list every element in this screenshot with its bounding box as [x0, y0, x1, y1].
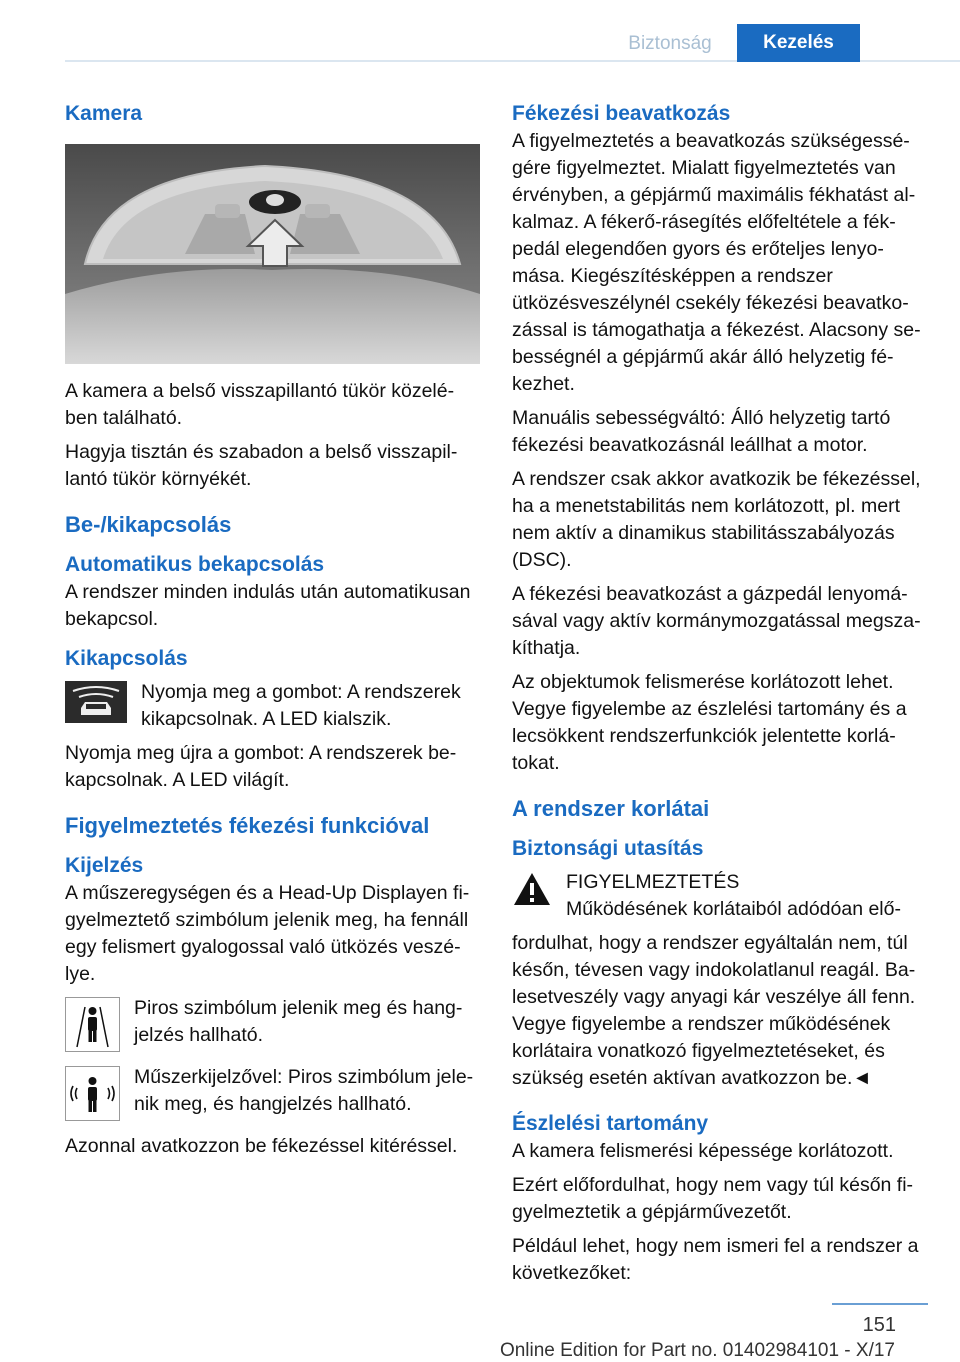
- range-paragraph-2: Ezért előfordulhat, hogy nem vagy túl későn fi-gyelmeztetik a gépjárművezetőt.: [512, 1174, 914, 1223]
- brake-paragraph-5: Az objektumok felismerése korlátozott lehet. Vegye figyelembe az észlelési tartomány és a lecsökkent rendszerfunkciók jelentette korlá-tokat.: [512, 671, 907, 774]
- display-paragraph: A műszeregységen és a Head-Up Displayen fi-gyelmeztető szimbólum jelenik meg, ha fennáll egy felismert gyalogossal való ütközés veszé-lye.: [65, 882, 470, 985]
- subsection-title-display: Kijelzés: [65, 854, 144, 877]
- warning-triangle-icon: [512, 871, 552, 912]
- section-title-camera: Kamera: [65, 102, 143, 125]
- pedestrian-sound-icon: [65, 1066, 120, 1126]
- brake-paragraph-2: Manuális sebességváltó: Álló helyzetig tartó fékezési beavatkozásnál leállhat a motor.: [512, 407, 891, 456]
- camera-location-image: [65, 144, 480, 364]
- warning-text: fordulhat, hogy a rendszer egyáltalán nem, túl későn, tévesen vagy indokolatlanul reagál. Ba-lesetveszély vagy anyagi kár veszélye áll fenn. Vegye figyelembe a rendszer működésének korlátaira vonatkozó figyelmeztetéseket, és szükség esetén aktívan avatkozzon be.◄: [512, 932, 916, 1089]
- brake-paragraph-3: A rendszer csak akkor avatkozik be fékezéssel, ha a menetstabilitás nem korlátozott, pl. mert nem aktív a dinamikus stabilitásszabályozás (DSC).: [512, 468, 921, 571]
- brake-paragraph-1: A figyelmeztetés a beavatkozás szükségessé-gére figyelmeztet. Mialatt figyelmeztetés van érvényben, a gépjármű maximális fékhatást al-kalmaz. A fékerő-rásegítés előfeltétele a fék-pedál elegendően gyors és erőteljes lenyo-mása. Kiegészítésképpen a rendszer ütközésveszélynél csekély fékezési beavatko-zással is támogathatja a fékezést. Alacsony se-bességnél a gépjármű akár álló helyzetig fé-kezhet.: [512, 130, 921, 395]
- icon2-text: Műszerkijelzővel: Piros szimbólum jele-nik meg, és hangjelzés hallható.: [134, 1066, 474, 1115]
- page-number: 151: [862, 1314, 896, 1336]
- left-column: [65, 100, 480, 1167]
- tab-biztonsag[interactable]: Biztonság: [628, 33, 712, 54]
- footer-divider: [832, 1303, 928, 1305]
- range-paragraph-1: A kamera felismerési képessége korlátozott.: [512, 1140, 894, 1162]
- edition-footer: Online Edition for Part no. 01402984101 - X/17: [499, 1340, 895, 1361]
- subsection-title-auto: Automatikus bekapcsolás: [65, 553, 325, 576]
- warning-row: [512, 869, 928, 923]
- off-paragraph: Nyomja meg újra a gombot: A rendszerek be-kapcsolnak. A LED világít.: [65, 742, 457, 791]
- subsection-title-safety: Biztonsági utasítás: [512, 837, 704, 860]
- final-paragraph: Azonnal avatkozzon be fékezéssel kitéréssel.: [65, 1135, 458, 1157]
- camera-paragraph-2: Hagyja tisztán és szabadon a belső visszapil-lantó tükör környékét.: [65, 441, 458, 490]
- warning-text-line1: Működésének korlátaiból adódóan elő-: [566, 898, 901, 920]
- range-paragraph-3: Például lehet, hogy nem ismeri fel a rendszer a következőket:: [512, 1235, 919, 1284]
- camera-paragraph-1: A kamera a belső visszapillantó tükör közelé-ben található.: [65, 380, 455, 429]
- off-icon-text: Nyomja meg a gombot: A rendszerek kikapcsolnak. A LED kialszik.: [141, 681, 461, 730]
- right-column: [512, 100, 928, 1294]
- pedestrian-symbol-row: [65, 995, 480, 1057]
- section-title-limits: A rendszer korlátai: [512, 796, 710, 821]
- pedestrian-sound-row: [65, 1064, 480, 1126]
- off-button-row: [65, 679, 480, 733]
- subsection-title-range: Észlelési tartomány: [512, 1112, 709, 1135]
- warning-label: FIGYELMEZTETÉS: [566, 871, 740, 893]
- collision-button-icon: [65, 681, 127, 728]
- pedestrian-warning-icon: [65, 997, 120, 1057]
- tab-kezeles[interactable]: Kezelés: [737, 24, 860, 62]
- icon1-text: Piros szimbólum jelenik meg és hang-jelzés hallható.: [134, 997, 463, 1046]
- section-title-onoff: Be-/kikapcsolás: [65, 512, 232, 537]
- auto-paragraph: A rendszer minden indulás után automatikusan bekapcsol.: [65, 581, 471, 630]
- subsection-title-brake: Fékezési beavatkozás: [512, 102, 731, 125]
- section-title-warning-braking: Figyelmeztetés fékezési funkcióval: [65, 813, 430, 838]
- brake-paragraph-4: A fékezési beavatkozást a gázpedál lenyomá-sával vagy aktív kormánymozgatással megsza-kíthatja.: [512, 583, 921, 659]
- subsection-title-off: Kikapcsolás: [65, 647, 188, 670]
